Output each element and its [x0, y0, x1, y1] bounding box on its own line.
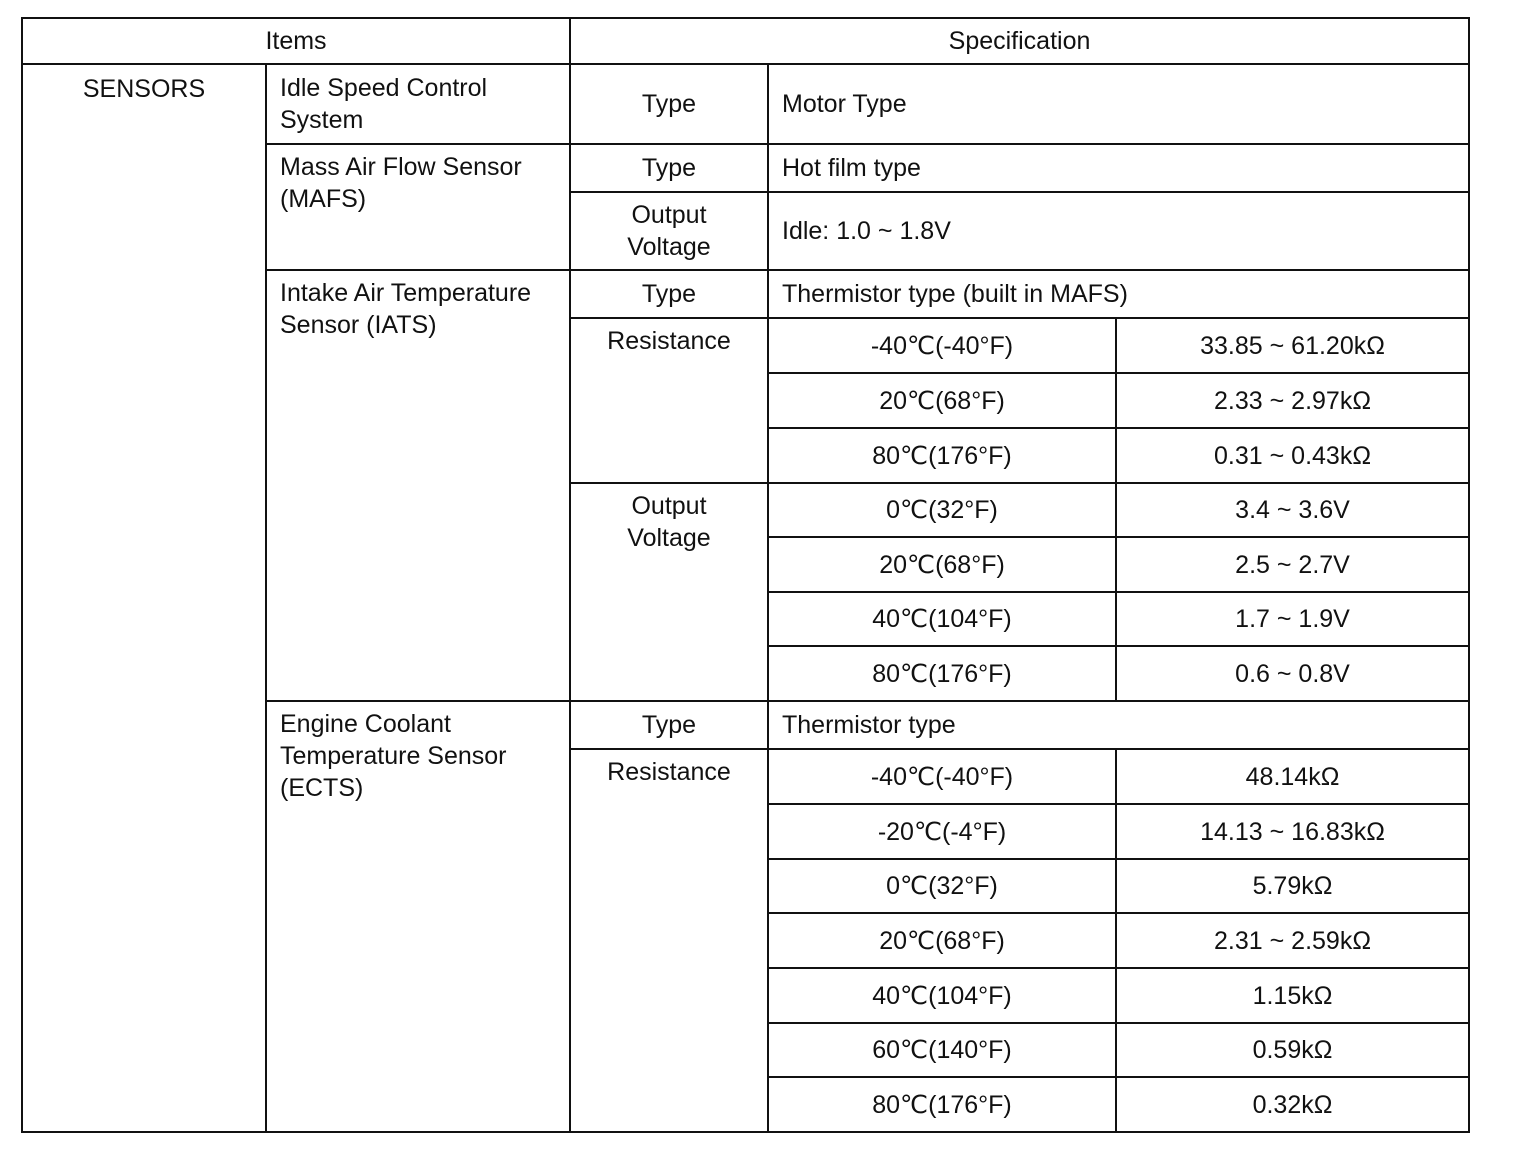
- ects-res-temp: -40℃(-40°F): [768, 749, 1116, 804]
- iats-output-label-line1: Output: [631, 492, 707, 520]
- ects-res-temp: -20℃(-4°F): [768, 804, 1116, 859]
- item-isc: [266, 64, 570, 144]
- ects-res-value: 14.13 ~ 16.83kΩ: [1116, 804, 1469, 859]
- iats-res-temp: -40℃(-40°F): [768, 318, 1116, 373]
- group-sensors: SENSORS: [22, 64, 266, 1132]
- item-ects-line3: (ECTS): [280, 774, 364, 802]
- item-mafs: [266, 144, 570, 270]
- ects-res-value: 1.15kΩ: [1116, 968, 1469, 1023]
- header-row: [22, 18, 1469, 64]
- ects-type-label: Type: [570, 701, 768, 749]
- ects-res-value: 48.14kΩ: [1116, 749, 1469, 804]
- ects-res-temp: 20℃(68°F): [768, 913, 1116, 968]
- iats-out-temp: 80℃(176°F): [768, 646, 1116, 701]
- iats-resistance-label: Resistance: [570, 318, 768, 483]
- iats-output-label-line2: Voltage: [627, 524, 711, 552]
- iats-out-temp: 0℃(32°F): [768, 483, 1116, 537]
- ects-resistance-label: Resistance: [570, 749, 768, 1132]
- mafs-output-label: [570, 192, 768, 270]
- mafs-output-label-line1: Output: [631, 201, 707, 229]
- ects-res-value: 0.32kΩ: [1116, 1077, 1469, 1132]
- specification-header: Specification: [570, 18, 1469, 64]
- iats-output-label: [570, 483, 768, 701]
- isc-type-row: [22, 64, 1469, 144]
- iats-out-value: 1.7 ~ 1.9V: [1116, 592, 1469, 646]
- sensor-spec-table: [21, 17, 1470, 1133]
- ects-res-temp: 40℃(104°F): [768, 968, 1116, 1023]
- item-mafs-line1: Mass Air Flow Sensor: [280, 153, 522, 181]
- isc-type-value: Motor Type: [768, 64, 1469, 144]
- iats-type-label: Type: [570, 270, 768, 318]
- item-isc-line1: Idle Speed Control: [280, 74, 488, 102]
- item-ects-line1: Engine Coolant: [280, 710, 451, 738]
- iats-type-value: Thermistor type (built in MAFS): [768, 270, 1469, 318]
- item-iats-line2: Sensor (IATS): [280, 311, 437, 339]
- ects-res-value: 2.31 ~ 2.59kΩ: [1116, 913, 1469, 968]
- mafs-output-value: Idle: 1.0 ~ 1.8V: [768, 192, 1469, 270]
- item-ects: [266, 701, 570, 1132]
- iats-out-temp: 40℃(104°F): [768, 592, 1116, 646]
- ects-res-temp: 60℃(140°F): [768, 1023, 1116, 1077]
- iats-out-temp: 20℃(68°F): [768, 537, 1116, 592]
- iats-out-value: 0.6 ~ 0.8V: [1116, 646, 1469, 701]
- iats-out-value: 2.5 ~ 2.7V: [1116, 537, 1469, 592]
- ects-type-value: Thermistor type: [768, 701, 1469, 749]
- item-mafs-line2: (MAFS): [280, 185, 367, 213]
- iats-out-value: 3.4 ~ 3.6V: [1116, 483, 1469, 537]
- ects-res-value: 5.79kΩ: [1116, 859, 1469, 913]
- item-iats-line1: Intake Air Temperature: [280, 279, 532, 307]
- iats-res-temp: 20℃(68°F): [768, 373, 1116, 428]
- items-header: Items: [22, 18, 570, 64]
- iats-res-value: 33.85 ~ 61.20kΩ: [1116, 318, 1469, 373]
- item-isc-line2: System: [280, 106, 364, 134]
- ects-res-temp: 0℃(32°F): [768, 859, 1116, 913]
- iats-res-value: 2.33 ~ 2.97kΩ: [1116, 373, 1469, 428]
- ects-res-temp: 80℃(176°F): [768, 1077, 1116, 1132]
- ects-res-value: 0.59kΩ: [1116, 1023, 1469, 1077]
- iats-res-temp: 80℃(176°F): [768, 428, 1116, 483]
- mafs-output-label-line2: Voltage: [627, 233, 711, 261]
- mafs-type-label: Type: [570, 144, 768, 192]
- mafs-type-value: Hot film type: [768, 144, 1469, 192]
- isc-type-label: Type: [570, 64, 768, 144]
- item-ects-line2: Temperature Sensor: [280, 742, 507, 770]
- iats-res-value: 0.31 ~ 0.43kΩ: [1116, 428, 1469, 483]
- item-iats: [266, 270, 570, 701]
